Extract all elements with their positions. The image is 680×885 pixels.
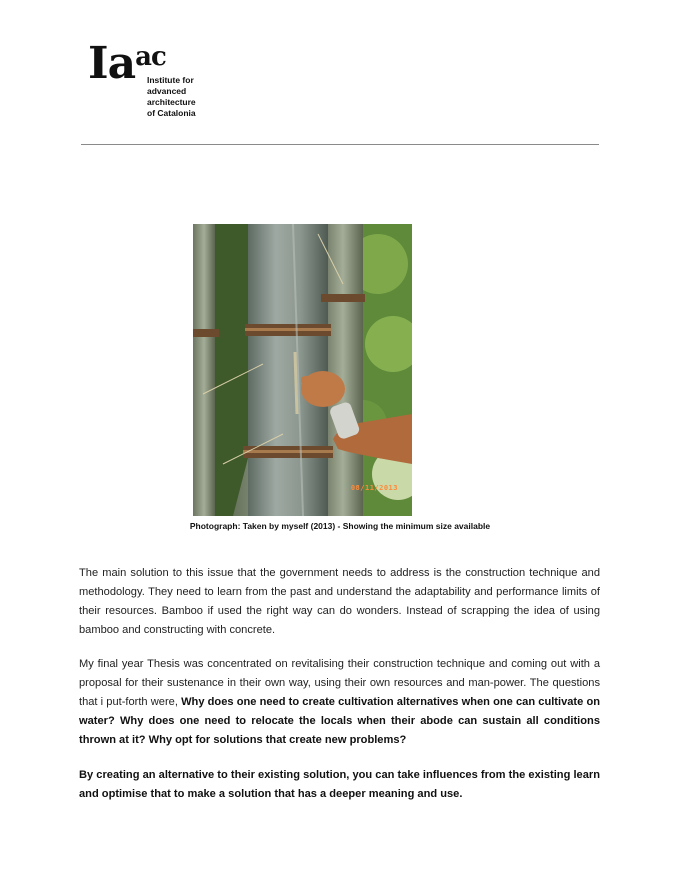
photo-caption: Photograph: Taken by myself (2013) - Showing the minimum size available bbox=[189, 521, 491, 531]
bamboo-photo-illustration bbox=[193, 224, 412, 516]
logo-line-4: of Catalonia bbox=[147, 108, 196, 118]
paragraph-thesis bbox=[79, 655, 600, 750]
logo-mark-small: ac bbox=[135, 42, 166, 72]
logo-line-3: architecture bbox=[147, 97, 196, 107]
logo-line-2: advanced bbox=[147, 86, 187, 96]
iaac-logo bbox=[88, 38, 248, 124]
logo-mark-big: Ia bbox=[88, 38, 136, 89]
paragraph-thesis-plain: My final year Thesis was concentrated on revitalising their construction technique and coming out with a proposal for their sustenance in their own way, using their own resources and man-power. The questions that i put-forth were, bbox=[79, 658, 600, 708]
photo-date-stamp: 08/11/2013 bbox=[350, 484, 398, 492]
paragraph-main-solution: The main solution to this issue that the government needs to address is the construction technique and methodology. They need to learn from the past and understand the adaptability and performance limits of their resources. Bamboo if used the right way can do wonders. Instead of scrapping the idea of using bamboo and constructing with concrete. bbox=[79, 567, 600, 636]
logo-text bbox=[147, 75, 196, 119]
logo-line-1: Institute for bbox=[147, 75, 194, 85]
paragraph-thesis-questions: Why does one need to create cultivation alternatives when one can cultivate on water? Why does one need to relocate the locals when their abode can sustain all conditions thrown at it? Why opt for solutions that create new problems? bbox=[79, 696, 600, 746]
bamboo-photo bbox=[193, 224, 412, 516]
header-divider bbox=[81, 144, 599, 145]
paragraph-conclusion: By creating an alternative to their existing solution, you can take influences from the existing learn and optimise that to make a solution that has a deeper meaning and use. bbox=[79, 769, 600, 800]
